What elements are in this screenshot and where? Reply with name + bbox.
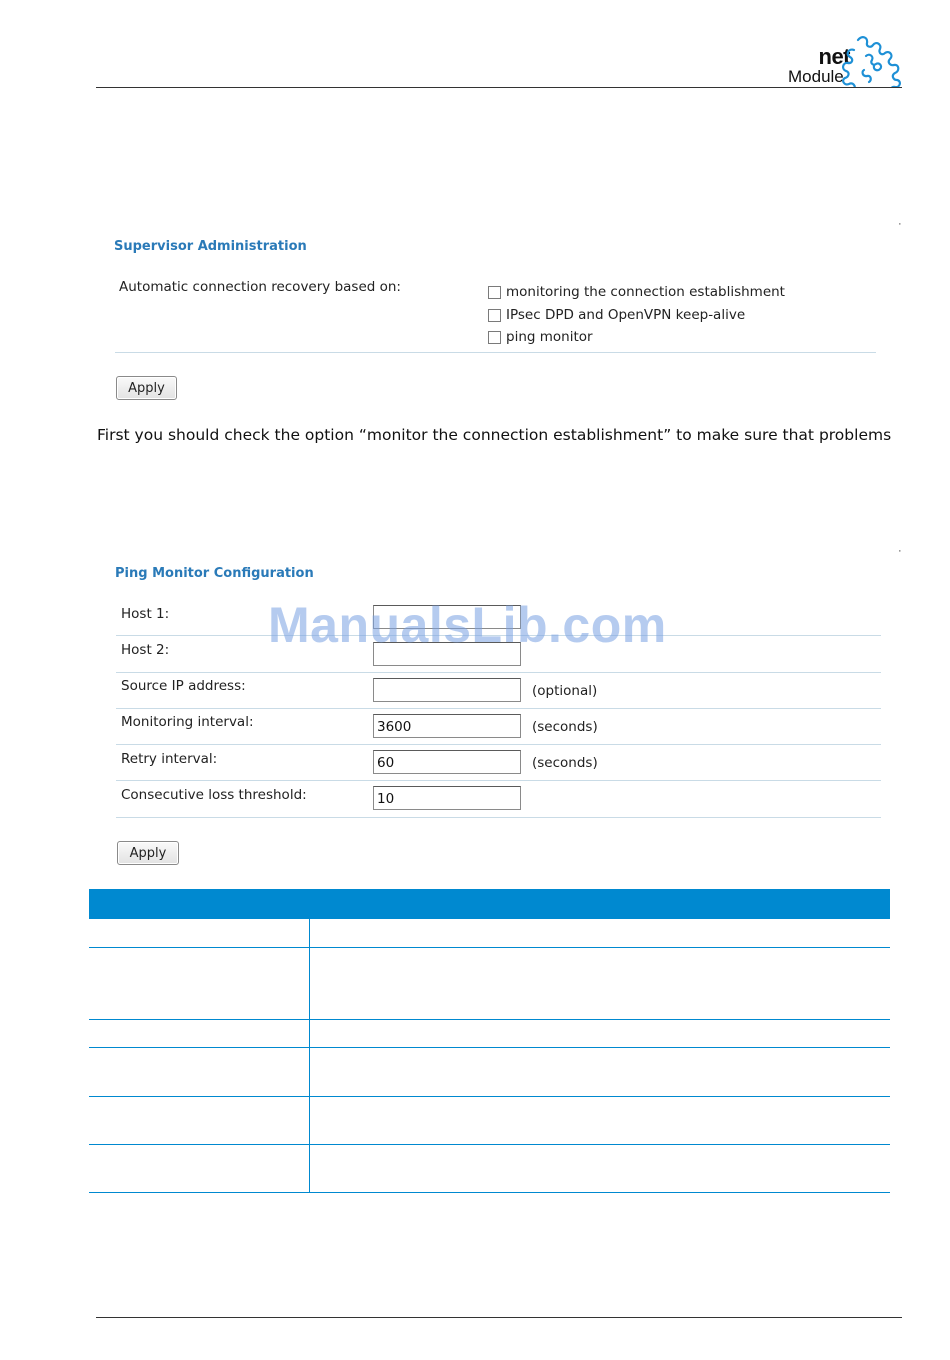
retry-interval-label: Retry interval: [121, 751, 218, 767]
host2-label: Host 2: [121, 642, 170, 658]
row-separator [116, 672, 881, 673]
watermark: ManualsLib.com [268, 597, 667, 653]
table-column-divider [309, 919, 310, 1192]
row-separator [116, 780, 881, 781]
row-separator [116, 817, 881, 818]
source-ip-suffix: (optional) [532, 683, 598, 699]
margin-mark: · [898, 218, 902, 230]
logo-word-module: Module [788, 67, 844, 86]
body-paragraph: First you should check the option “monitor the connection establishment” to make sure that problems [97, 426, 892, 444]
host1-label: Host 1: [121, 606, 170, 622]
table-row-line [89, 1019, 890, 1020]
row-separator [116, 708, 881, 709]
ping-apply-button[interactable]: Apply [117, 841, 179, 865]
supervisor-title: Supervisor Administration [114, 239, 307, 254]
table-header [89, 889, 890, 919]
ping-monitor-title: Ping Monitor Configuration [115, 566, 314, 581]
margin-mark: · [898, 545, 902, 557]
table-row-line [89, 1144, 890, 1145]
row-separator [116, 744, 881, 745]
checkbox[interactable] [488, 286, 501, 299]
option-label: ping monitor [506, 329, 593, 345]
checkbox[interactable] [488, 331, 501, 344]
option-ipsec-dpd[interactable] [488, 306, 745, 324]
monitoring-interval-label: Monitoring interval: [121, 714, 254, 730]
table-row-line [89, 947, 890, 948]
source-ip-input[interactable] [373, 678, 521, 702]
option-ping-monitor[interactable] [488, 328, 593, 346]
puzzle-logo-icon [836, 34, 902, 88]
supervisor-apply-button[interactable]: Apply [116, 376, 177, 400]
logo-word-net: net [818, 44, 850, 69]
footer-rule [96, 1317, 902, 1318]
table-row-line [89, 1192, 890, 1193]
monitoring-interval-suffix: (seconds) [532, 719, 598, 735]
row-separator [115, 352, 876, 353]
source-ip-label: Source IP address: [121, 678, 246, 694]
option-label: IPsec DPD and OpenVPN keep-alive [506, 307, 746, 323]
retry-interval-input[interactable]: 60 [373, 750, 521, 774]
loss-threshold-input[interactable]: 10 [373, 786, 521, 810]
table-row-line [89, 1096, 890, 1097]
checkbox[interactable] [488, 309, 501, 322]
header-rule [96, 87, 902, 88]
loss-threshold-label: Consecutive loss threshold: [121, 787, 307, 803]
retry-interval-suffix: (seconds) [532, 755, 598, 771]
recovery-label: Automatic connection recovery based on: [119, 279, 401, 295]
option-monitoring-connection[interactable] [488, 283, 785, 301]
monitoring-interval-input[interactable]: 3600 [373, 714, 521, 738]
table-row-line [89, 1047, 890, 1048]
option-label: monitoring the connection establishment [506, 284, 785, 300]
